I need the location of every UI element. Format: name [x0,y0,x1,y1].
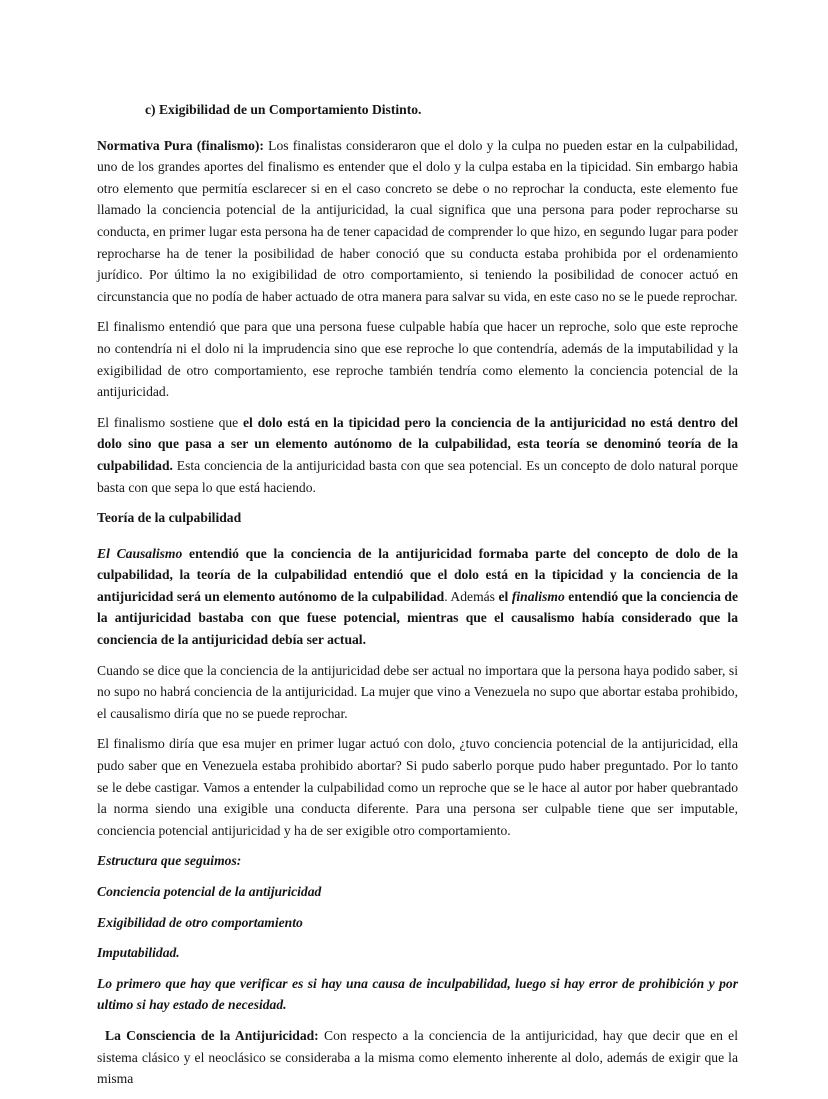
paragraph-lo-primero-verificar: Lo primero que hay que verificar es si hay una causa de inculpabilidad, luego si hay error de prohibición y por ultimo si hay estado de necesidad. [97,975,738,1013]
paragraph-cuando-se-dice: Cuando se dice que la conciencia de la antijuricidad debe ser actual no importara que la persona haya podido saber, si no supo no habrá conciencia de la antijuricidad. La mujer que vino a Venezuela no supo que abortar estaba prohibido, el causalismo diría que no se puede reprochar. [97,662,738,721]
line-conciencia-potencial: Conciencia potencial de la antijuricidad [97,884,322,899]
line-estructura-que-seguimos: Estructura que seguimos: [97,853,242,869]
paragraph-finalismo-diria: El finalismo diría que esa mujer en primer lugar actuó con dolo, ¿tuvo conciencia potencial de la antijuricidad, ella pudo saber que en Venezuela estaba prohibido abortar? Si pudo saberlo porque pudo haber preguntado. Por lo tanto se le debe castigar. Vamos a entender la culpabilidad como un reproche que se le hace al autor por haber quebrantado la norma siendo una exigible una conducta diferente. Para una persona ser culpable tiene que ser imputable, conciencia potencial antijuricidad y ha de ser exigible otro comportamiento. [97,736,738,838]
paragraph-normativa-pura: Normativa Pura (finalismo): Los finalistas consideraron que el dolo y la culpa no pueden estar en la culpabilidad, uno de los grandes aportes del finalismo es entender que el dolo y la culpa estaba en la tipicidad. Sin embargo habia otro elemento que permitía esclarecer si en el caso concreto se debe o no reprochar la conducta, este elemento fue llamado la conciencia potencial de la antijuricidad, la cual significa que una persona para poder reprocharse su conducta, en primer lugar esta persona ha de tener capacidad de comprender lo que hizo, en segundo lugar para poder reprocharse ha de tener la posibilidad de haber conoció que su conducta estaba prohibida por el ordenamiento jurídico. Por último la no exigibilidad de otro comportamiento, si teniendo la posibilidad de conocer actuó en circunstancia que no podía de haber actuado de otra manera para salvar su vida, en este caso no se le puede reprochar. [97,137,738,304]
section-heading-teoria-culpabilidad: Teoría de la culpabilidad [97,510,242,526]
document-content [97,99,738,1099]
line-imputabilidad: Imputabilidad. [97,945,180,961]
line-exigibilidad-comportamiento: Exigibilidad de otro comportamiento [97,914,303,930]
paragraph-finalismo-sostiene: El finalismo sostiene que el dolo está en la tipicidad pero la conciencia de la antijuricidad no está dentro del dolo sino que pasa a ser un elemento autónomo de la culpabilidad, esta teoría se denominó teoría de la culpabilidad. Esta conciencia de la antijuricidad basta con que sea potencial. Es un concepto de dolo natural porque basta con que sepa lo que está haciendo. [97,414,738,495]
paragraph-consciencia-antijuricidad: La Consciencia de la Antijuricidad: Con respecto a la conciencia de la antijuricidad, hay que decir que en el sistema clásico y el neoclásico se consideraba a la misma como elemento inherente al dolo, además de exigir que la misma [97,1027,738,1087]
paragraph-finalismo-reproche: El finalismo entendió que para que una persona fuese culpable había que hacer un reproche, solo que este reproche no contendría ni el dolo ni la imprudencia sino que ese reproche lo que contendría, además de la imputabilidad y la exigibilidad de otro comportamiento, ese reproche también tendría como elemento la conciencia potencial de la antijuricidad. [97,319,738,400]
section-heading-exigibilidad: c) Exigibilidad de un Comportamiento Distinto. [145,102,422,117]
paragraph-causalismo: El Causalismo entendió que la conciencia de la antijuricidad formaba parte del concepto de dolo de la culpabilidad, la teoría de la culpabilidad entendió que el dolo está en la tipicidad y la conciencia de la antijuricidad será un elemento autónomo de la culpabilidad. Además el finalismo entendió que la conciencia de la antijuricidad bastaba con que fuese potencial, mientras que el causalismo había considerado que la conciencia de la antijuricidad debía ser actual. [97,545,738,648]
